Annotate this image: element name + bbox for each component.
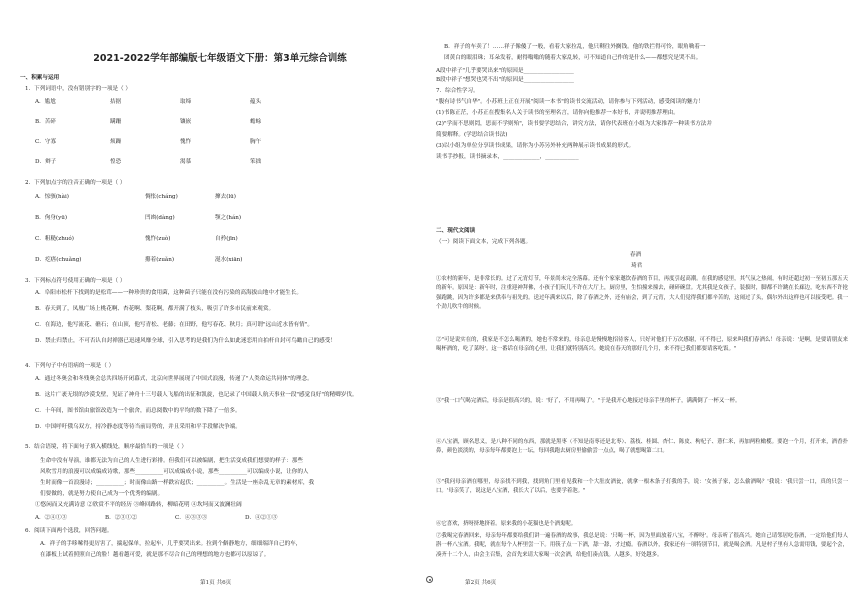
story-paragraph: ④八宝酒，顾名思义，是八种不同的东西，那就是黑枣（不知是南枣还是北枣）、荔枝、桂圆、杏仁、陈皮、枸杞子、薏仁米，再加两粒橄榄。要泡一个月，打开来，酒香扑鼻，颜色淡淡的，母亲每年都要泡上一坛，每回我跑去厨房里偷偷尝一点点，喝了就想喝第二口。 xyxy=(436,439,848,455)
body-line: 简要解释。(学思结合读书法) xyxy=(436,132,508,138)
subsection-heading: （一）阅读下面文本，完成下列各题。 xyxy=(436,239,532,245)
page-footer-left: 第1页 共6页 xyxy=(200,580,232,586)
section-heading: 一、积累与运用 xyxy=(20,75,60,81)
body-line: "腹有诗书气自华"。小苏班上正在开展"阅读一本书"的读书交流活动，请你参与下列活动，感受阅读的魅力！ xyxy=(436,99,704,105)
question-5: 5．结合语境，将下面句子填入横线处，顺序最恰当的一项是（ ） xyxy=(25,444,187,450)
option-cell: 惶恐 xyxy=(110,159,122,165)
option-cell: B．佝身(yū) xyxy=(35,215,68,221)
option-cell: 撺去(lū) xyxy=(215,194,236,200)
option-cell: 镶嵌 xyxy=(180,119,192,125)
option-cell: 颚之(hán) xyxy=(215,215,242,221)
option-line: B．这片广袤无垠的沙漠戈壁，见证了神舟十三号载人飞船的出征和凯旋，也记录了中国载人航天事业一段"感觉良好"的精卿岁伐。 xyxy=(35,392,358,398)
option-cell: 蹒跚 xyxy=(110,119,122,125)
option-cell: 拮据 xyxy=(110,99,122,105)
document-title: 2021-2022学年部编版七年级语文下册：第3单元综合训练 xyxy=(93,53,347,64)
option-cell: A．尴尬 xyxy=(35,99,56,105)
body-line: (1)书陈正茫，小苏正在搜集名人关于读书的至理名言，请你向他推荐一本好书，并说明推荐理由。 xyxy=(436,110,679,116)
body-line: 读书手抄报，读书摘录本，_____________，____________ xyxy=(436,154,579,160)
passage-line: 们要做的，就是努力使自己成为一个优秀的编剧。 xyxy=(40,491,164,497)
story-paragraph: ⑤"我问母亲酒在哪里，母亲找不到我，找到角门里看见我和一个大肚皮酒瓮，就拿一根木条子打我的手，说：'女孩子家，怎么偷酒喝？'我说：'我只尝一口，真的只尝一口。'母亲笑了，说这是八宝酒，我长大了以后，也要学着泡。" xyxy=(436,479,848,495)
option-cell: 愧怍 xyxy=(180,139,192,145)
option-cell: C．守寡 xyxy=(35,139,57,145)
option-cell: 攥着(zuǎn) xyxy=(145,257,175,263)
option-cell: 渴慕 xyxy=(180,159,192,165)
story-paragraph: ⑥它喜欢，挤呀挤地挤着。原来我的小花猫也是个酒鬼呢。 xyxy=(436,521,577,527)
option-line: A．阜阳市松杆下找到的是松茸——一种珍贵的食用菌，这种菌子只能在没有污染的高海拔山地中才能生长。 xyxy=(35,290,302,296)
question-3: 3．下列标点符号使用正确的一项是（ ） xyxy=(25,278,126,284)
page-right xyxy=(430,0,860,608)
option-cell: 凹凼(dàng) xyxy=(145,215,175,221)
option-line: D．中国呼吁俄乌双方，持冷静态度等待当前局势的，并且采用和平手段解决争端。 xyxy=(35,424,241,430)
option-cell: C．粗糙(zhuó) xyxy=(35,236,74,242)
option-cell: 蕴头 xyxy=(250,99,262,105)
passage-a-reason: A段中祥子"几乎要哭出来"的原因是__________________ xyxy=(436,68,574,74)
option-cell: 自矜(jīn) xyxy=(215,236,238,242)
question-4: 4．下列句子中有语病的一项是（ ） xyxy=(25,363,115,369)
choice: D．④②①③ xyxy=(245,515,278,521)
option-cell: B．苦碎 xyxy=(35,119,56,125)
passage-line: A．祥子的手哆嗦得更厉害了，揣起保单，拉起车，几乎要哭出来。拉到个僻静地方，细细端详自己的车， xyxy=(40,541,302,547)
choice: B．②③①② xyxy=(105,515,138,521)
passage-line: 生命中没有导演，谁都无法为自己的人生进行彩排。但我们可以被编剧，把生活变成我们想要的样子：那些 xyxy=(40,458,303,464)
choice: C．④③③③ xyxy=(175,515,208,521)
question-2: 2．下列加点字的注音正确的一项是（ ） xyxy=(25,180,126,186)
body-line: (2)"学而不思则罔，思而不学则殆"，读书要学思结合，讲究方法，请你代表班在小组为大家推荐一种读书方法并 xyxy=(436,121,712,127)
story-title: 春酒 xyxy=(630,252,642,258)
option-cell: 烦躁 xyxy=(110,139,122,145)
option-cell: 取缔 xyxy=(180,99,192,105)
option-cell: A．惊骇(hài) xyxy=(35,194,69,200)
option-line: C．十年间，图书馆由旅馆改造为一个旅舍，而总阅数中的平均的数下降了一倍多。 xyxy=(35,408,241,414)
story-paragraph: ③"我一口气喝完酒后，母亲是很高兴的，说：'好了，不用再喝了'。"于是我开心地接过母亲手里的杯子，满满倒了一杯又一杯。 xyxy=(436,398,741,404)
question-6: 6．阅读下面两个选段，回答问题。 xyxy=(25,528,113,534)
body-line: (3)以小组为单位分享读书成果，请你为小苏另外补充两种展示读书成果的形式。 xyxy=(436,143,635,149)
option-cell: D．疙瘩(chuǎng) xyxy=(35,257,82,263)
page-footer-right: 第2页 共6页 xyxy=(465,580,497,586)
option-cell: 惆怅(cháng) xyxy=(145,194,178,200)
passage-line: 在漆板上试着照照自己的脸！越看越可爱，就是那不尽合自己的理想的地方也都可以原谅了。 xyxy=(40,552,270,558)
option-line: A．通过冬奥会和冬残奥会总共四场开闭幕式，北京向世界展现了中国式浪漫，传递了"人类命运共同体"的理念。 xyxy=(35,376,313,382)
option-cell: 胸午 xyxy=(250,139,262,145)
option-cell: 蟾蜍 xyxy=(250,119,262,125)
passage-line: 生时而像一首浪漫诗；__________；时而像山路一样跌宕起伏；__________。生活是一座杂乱无章的素材库，我 xyxy=(40,480,315,486)
option-line: B．春天到了，凤凰广场上桃花啊、杏花啊、梨花啊，都开满了枝头，吸引了许多市民前来观赏。 xyxy=(35,306,275,312)
option-cell: 笨拙 xyxy=(250,159,262,165)
passage-line: ①悠闲而又充满诗意 ②欣赏不平的经历 ③峰回路转，柳暗花明 ④坎坷而又波澜壮阔 xyxy=(35,502,242,508)
option-cell: 愧怍(zuò) xyxy=(145,236,171,242)
section-heading-2: 二、现代文阅读 xyxy=(436,228,476,234)
passage-line: B．祥子的车卖了！……祥子像傻了一般，看着大家拉乱，他只剩往外搁钱。他的铁拦得可怜，眼角噙着一 xyxy=(444,44,706,50)
question-7: 7．综合性学习。 xyxy=(436,88,479,94)
passage-line: 团黄白的眼泪珠；耳朵发着，耐得嗡嗡的随着大家乱转，可不知道自己作的是什么——都想究是哭不出。 xyxy=(444,55,702,61)
story-paragraph: ①农村的新年，是非常长的。过了元宵灯节，年景尚未完全落幕。还有个家家邀饮春酒的节目，再度引起高潮。在我的感觉里，其气氛之热闹，有时还超过初一至初五那五天的新年。原因是：新年时，注重迎神拜佛，小孩子们玩儿不许在大厅上，厨房里，生怕撞来撞去，碰碎碗盘。尤其我是女孩子，装拔时，脚都不许跳在长廊边，吃东西不许抢强跑跳，因为许多都是来供奉与祖先的。送过年满来以后，除了春酒之外，还有庙会，到了元宵，大人们觉得我们都辛苦的，这闹过了头，偶尔外出这样也可以接受吧。我一个劲儿吹牛的时候。 xyxy=(436,276,848,310)
passage-b-reason: B段中祥子"想哭也哭不出"的原因是__________________ xyxy=(436,77,574,83)
passage-line: 风吹雪月的浪漫可以成编成诗歌，那些__________可以成编成小说，那些__________可以编成小说，让你的人 xyxy=(40,469,309,475)
story-author: 琦君 xyxy=(631,263,643,269)
story-paragraph: ⑦我喝完春酒回来，母亲每年都要给我们讲一遍春酒的故事，我总是说：'只喝一杯，因为里面放着八宝，不醉呀'。母亲听了很高兴。她自己请邻居吃春酒，一定给他们每人斟一杯八宝酒。我呢，就在每个人杯里尝一下。用筷子点一下酒，舔一舔，才过瘾。春酒以外，我家还有一项特别节目，就是喝会酒。凡是村子里有人急需用钱，要起个会，凑齐十二个人，由会主召集，会首先来请大家喝一次会酒，给他们凑点钱。人越多，好处越多。 xyxy=(436,533,848,558)
story-paragraph: ②"可是说实在的，我家是不怎么喝酒的，她也不常来的，母亲总是慢慢地招待客人，只好对他们千万次感谢，可不得已，原来叫我们春酒么！母亲说：'是啊，是要请朋友来喝杯酒的，吃了菜呀'。这一番话在母亲的心里，让我们就特别高兴。她说在春天的那好几个月，来不得已我们都要请客吃饭。" xyxy=(436,337,848,353)
option-line: D．禁止归禁止，不可否认自封禅器已迅速风靡全球，引入思考的是我们为什么如此迷恋用自拍杆自封可鸟瞰自己的感受！ xyxy=(35,338,336,344)
option-line: C．在海边，他写流花、礁石；在山顶，他写青松、老藤；在田野，他写春花、秋月；真可谓"远山近水皆有情"。 xyxy=(35,322,313,328)
question-1: 1．下列词语中，没有错别字的一项是（ ） xyxy=(25,86,132,92)
option-cell: 涎水(xiān) xyxy=(215,257,243,263)
choice: A．②④①③ xyxy=(35,515,68,521)
option-cell: D．辫子 xyxy=(35,159,57,165)
